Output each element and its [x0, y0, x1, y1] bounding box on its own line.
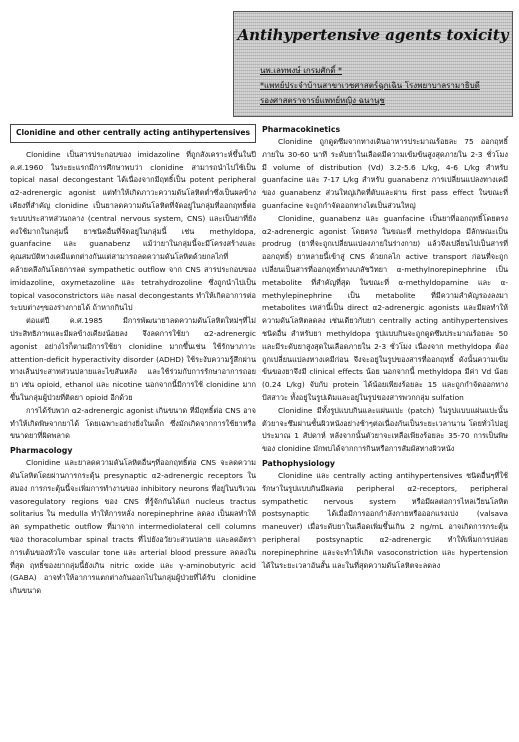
intro-paragraph-1: Clonidine เป็นสารประกอบของ imidazoline ที่ถูกสังเคราะห์ขึ้นในปี ค.ศ.1960 ในระยะแรกมีการศึกษาพบว่า clonidine สามารถนำไปใช้เป็น topical nasal decongestant ได้เนื่องจากมีฤทธิ์เป็น potent peripheral α2-adrenergic agonist แต่ทำให้เกิดภาวะความดันโลหิตต่ำซึ่งเป็นผลข้างเคียงที่สำคัญ clonidine เป็นยาลดความดันโลหิตที่จัดอยู่ในกลุ่มที่ออกฤทธิ์ต่อระบบประสาทส่วนกลาง (central nervous system, CNS) และเป็นยาที่ยังคงใช้มากในกลุ่มนี้ ยาชนิดอื่นที่จัดอยู่ในกลุ่มนี้ เช่น methyldopa, guanfacine และ guanabenz แม้ว่ายาในกลุ่มนี้จะมีโครงสร้างและคุณสมบัติทางเคมีแตกต่างกันแต่สามารถลดความดันโลหิตด้วยกลไกที่คล้ายคลึงกันโดยการลด sympathetic outflow จาก CNS สารประกอบของ imidazoline, oxymetazoline และ tetrahydrozoline ซึ่งถูกนำไปเป็น topical vasoconstrictors และ nasal decongestants ทำให้เกิดอาการต่อระบบต่างๆของร่างกายได้ ถ้าหากกินไป — [10, 149, 256, 313]
pharmacology-heading: Pharmacology — [10, 446, 73, 456]
affiliation-line-2: รองศาสตราจารย์แพทย์หญิง ฉนานุช — [260, 96, 385, 105]
author-line: นพ.เลทพงษ์ เกรมศักดิ์ * — [260, 66, 342, 75]
affiliation-line-1: *แพทย์ประจำบ้านสาขาเวชศาสตร์ฉุกเฉิน โรงพยาบาลรามาธิบดี — [260, 81, 480, 90]
pharmacokinetics-heading: Pharmacokinetics — [262, 125, 341, 134]
pathophysiology-heading: Pathophysiology — [262, 458, 335, 468]
pathophysiology-paragraph: Clonidine และ centrally acting antihypertensives ชนิดอื่นๆที่ใช้รักษาในรูปแบบกินมีผลต่อ peripheral α2-receptors, peripheral sympathetic nervous system หรือมีผลต่อการไหลเวียนโลหิต postsynaptic ได้เมื่อมีการออกกำลังกายหรือออกแรงเบ่ง (valsava maneuver) เมื่อระดับยาในเลือดเพิ่มขึ้นเกิน 2 ng/mL อาจเกิดการกระตุ้น peripheral postsynaptic α2-adrenergic ทำให้เพิ่มการปล่อย norepinephrine และจะทำให้เกิด vasoconstriction และ hypertension ได้ในระยะเวลาอันสั้น และในที่สุดความดันโลหิตจะลดลง — [262, 470, 508, 570]
intro-paragraph-2: ต่อแต่ปี ค.ศ.1985 มีการพัฒนายาลดความดันโลหิตใหม่ๆที่ไม่ประสิทธิภาพและมีผลข้างเคียงน้อยลง จึงลดการใช้ยา α2-adrenergic agonist อย่างไรก็ตามมีการใช้ยา clonidine มากขึ้นเช่น ใช้รักษาภาวะ attention-deficit hyperactivity disorder (ADHD) ใช้ระงับความรู้สึกผ่านทางเส้นประสาทส่วนปลายและไขสันหลัง และใช้ร่วมกับการรักษาอาการถอยยา เช่น opioid, ethanol และ nicotine นอกจากนี้มีการใช้ clonidine มากขึ้นในกลุ่มผู้ป่วยที่ติดยา opioid อีกด้วย — [10, 316, 256, 402]
article-header — [233, 11, 513, 117]
pharmacokinetics-paragraph-1: Clonidine ถูกดูดซึมจากทางเดินอาหารประมาณร้อยละ 75 ออกฤทธิ์ภายใน 30-60 นาที ระดับยาในเลือดมีความเข้มข้นสูงสุดภายใน 2-3 ชั่วโมง มี volume of distribution (Vd) 3.2-5.6 L/kg, 4-6 L/kg สำหรับ guanfacine และ 7-17 L/kg สำหรับ guanabenz การเปลี่ยนแปลงทางเคมีของ guanabenz ส่วนใหญ่เกิดที่ตับและผ่าน first pass effect ในขณะที่ guanfacine จะถูกกำจัดออกทางไตเป็นส่วนใหญ่ — [262, 137, 508, 210]
intro-paragraph-3: การได้รับพวก α2-adrenergic agonist เกินขนาด ที่มีฤทธิ์ต่อ CNS อาจทำให้เกิดพิษจากยาได้ โดยเฉพาะอย่างยิ่งในเด็ก ซึ่งมักเกิดจากการใช้ยาหรือขนาดยาที่ผิดพลาด — [10, 405, 256, 441]
left-column — [10, 124, 256, 598]
section-title-box: Clonidine and other centrally acting antihypertensives — [10, 124, 256, 143]
pharmacology-paragraph: Clonidine และยาลดความดันโลหิตอื่นๆที่ออกฤทธิ์ต่อ CNS จะลดความดันโลหิตโดยผ่านการกระตุ้น presynaptic α2-adrenergic receptors ในสมอง การกระตุ้นนี้จะเพิ่มการทำงานของ inhibitory neurons ที่อยู่ในบริเวณ vasoregulatory regions ของ CNS ที่รู้จักกันได้แก่ nucleus tractus solitarius ใน medulla ทำให้การหลั่ง norepinephrine ลดลง เป็นผลทำให้ลด sympathetic outflow ที่มาจาก intermediolateral cell columns ของ thoracolumbar spinal tracts ที่ไปยังอวัยวะส่วนปลาย และลดอัตราการเต้นของหัวใจ vascular tone และ arterial blood pressure ลดลงในที่สุด ฤทธิ์ของยากลุ่มนี้ยังเกิน nitric oxide และ γ-aminobutyric acid (GABA) อาจทำให้อาการแตกต่างกันออกไปในกลุ่มผู้ป่วยที่ได้รับ clonidine เกินขนาด — [10, 458, 256, 596]
article-title: Antihypertensive agents toxicity — [237, 26, 509, 44]
pharmacokinetics-paragraph-3: Clonidine มีทั้งรูปแบบกินและแผ่นแปะ (patch) ในรูปแบบแผ่นแปะนั้น ตัวยาจะซึมผ่านชั้นผิวหนังอย่างช้าๆต่อเนื่องกันเป็นระยะเวลานาน โดยทั่วไปอยู่ประมาณ 1 สัปดาห์ หลังจากนั้นตัวยาจะเหลือเพียงร้อยละ 35-70 การเป็นพิษของ clonidine มักพบได้จากการกินหรือการสัมผัสทางผิวหนัง — [262, 405, 508, 454]
right-column — [262, 124, 508, 572]
pharmacokinetics-paragraph-2: Clonidine, guanabenz และ guanfacine เป็นยาที่ออกฤทธิ์โดยตรง α2-adrenergic agonist โดยตรง ในขณะที่ methyldopa มีลักษณะเป็น prodrug (ยาที่จะถูกเปลี่ยนแปลงภายในร่างกาย) แล้วจึงเปลี่ยนไปเป็นสารที่ออกฤทธิ์) ยาหลายนี้เข้าสู่ CNS ด้วยกลไก active transport ก่อนที่จะถูกเปลี่ยนเป็นสารที่ออกฤทธิ์ทางเภสัชวิทยา α-methylnorepinephrine เป็น metabolite ที่สำคัญที่สุด ในขณะที่ α-methyldopamine และ α-methylepinephrine เป็น metabolite ที่มีความสำคัญรองลงมา metabolites เหล่านี้เป็น direct α2-adrenergic agonists และมีผลทำให้ความดันโลหิตลดลง เช่นเดียวกับยา centrally acting antihypertensives ชนิดอื่น สำหรับยา methyldopa รูปแบบกินจะถูกดูดซึมประมาณร้อยละ 50 และมีระดับยาสูงสุดในเลือดภายใน 2-3 ชั่วโมง เนื่องจาก methyldopa ต้องถูกเปลี่ยนแปลงทางเคมีก่อน จึงจะอยู่ในรูปของสารที่ออกฤทธิ์ ดังนั้นความเข้มข้นของยาจึงมี clinical effects น้อย นอกจากนี้ methyldopa มีค่า Vd น้อย (0.24 L/kg) จับกับ protein ได้น้อยเพียงร้อยละ 15 และถูกกำจัดออกทางปัสสาวะ ทั้งอยู่ในรูปเดิมและอยู่ในรูปของสารพวกกลุ่ม sulfation — [262, 213, 508, 402]
